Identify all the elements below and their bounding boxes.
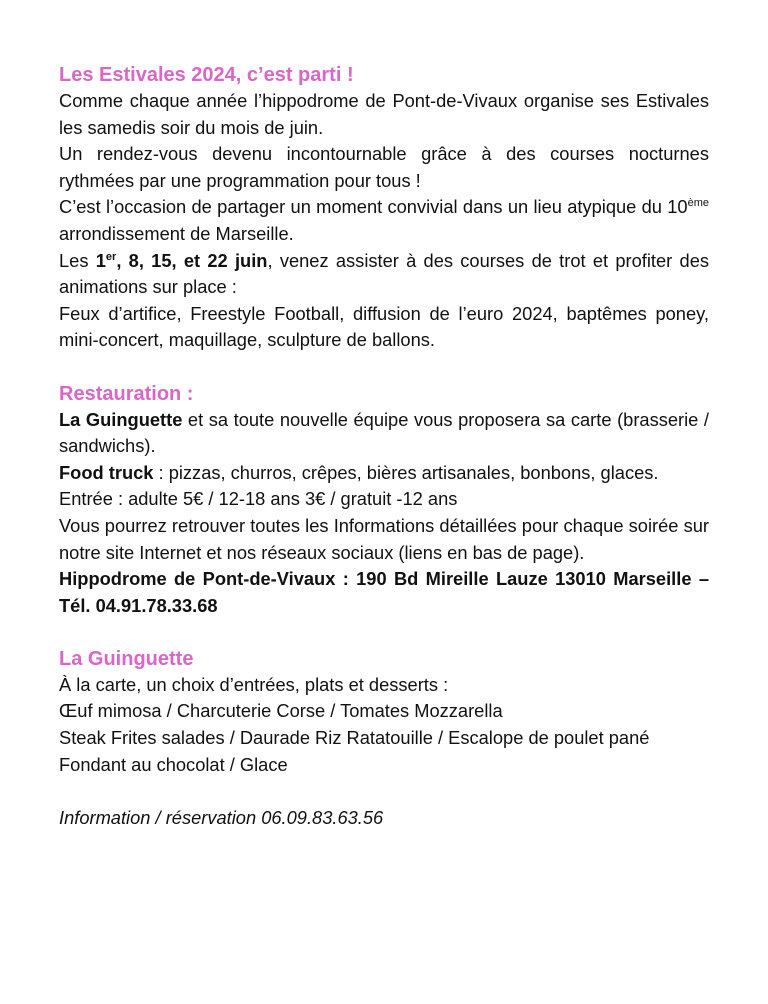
dates-tail: , venez assister à des courses de trot et profiter des animations sur place : <box>59 249 709 298</box>
paragraph-entree: Entrée : adulte 5€ / 12-18 ans 3€ / gratuit -12 ans <box>59 488 458 510</box>
paragraph-occasion-tail: arrondissement de Marseille. <box>59 222 294 244</box>
section-title-estivales: Les Estivales 2024, c’est parti ! <box>59 64 354 86</box>
paragraph-occasion-text: C’est l’occasion de partager un moment convivial dans un lieu atypique du 10 <box>59 196 688 218</box>
reservation-info: Information / réservation 06.09.83.63.56 <box>59 806 384 828</box>
superscript-eme: ème <box>687 197 709 210</box>
spacer <box>59 778 709 805</box>
guinguette-text: et sa toute nouvelle équipe vous proposera sa carte (brasserie / sandwichs). <box>59 408 709 457</box>
guinguette-label: La Guinguette <box>59 408 183 430</box>
superscript-er: er <box>105 250 117 263</box>
menu-mains: Steak Frites salades / Daurade Riz Ratatouille / Escalope de poulet pané <box>59 727 650 749</box>
section-title-la-guinguette: La Guinguette <box>59 647 194 670</box>
paragraph-guinguette <box>59 407 709 460</box>
paragraph-address: Hippodrome de Pont-de-Vivaux : 190 Bd Mireille Lauze 13010 Marseille – Tél. 04.91.78.33.68 <box>59 568 709 616</box>
paragraph-dates <box>59 248 709 301</box>
spacer <box>59 354 709 381</box>
menu-desserts: Fondant au chocolat / Glace <box>59 753 288 775</box>
menu-starters: Œuf mimosa / Charcuterie Corse / Tomates Mozzarella <box>59 700 503 722</box>
dates-lead: Les <box>59 249 96 271</box>
paragraph-animations: Feux d’artifice, Freestyle Football, diffusion de l’euro 2024, baptêmes poney, mini-concert, maquillage, sculpture de ballons. <box>59 302 709 351</box>
paragraph-food-truck <box>59 460 709 487</box>
dates-first: 1 <box>95 249 106 271</box>
section-title-restauration: Restauration : <box>59 382 194 405</box>
paragraph-intro: Comme chaque année l’hippodrome de Pont-de-Vivaux organise ses Estivales les samedis soir du mois de juin. <box>59 90 709 138</box>
dates-rest: , 8, 15, et 22 juin <box>116 249 268 271</box>
food-truck-label: Food truck <box>59 461 154 483</box>
food-truck-text: : pizzas, churros, crêpes, bières artisanales, bonbons, glaces. <box>153 461 659 483</box>
paragraph-rendez-vous: Un rendez-vous devenu incontournable grâce à des courses nocturnes rythmées par une programmation pour tous ! <box>59 143 709 191</box>
paragraph-occasion <box>59 194 709 247</box>
spacer <box>59 619 709 646</box>
paragraph-info: Vous pourrez retrouver toutes les Informations détaillées pour chaque soirée sur notre site Internet et nos réseaux sociaux (liens en bas de page). <box>59 514 709 563</box>
menu-intro: À la carte, un choix d’entrées, plats et desserts : <box>59 673 449 695</box>
